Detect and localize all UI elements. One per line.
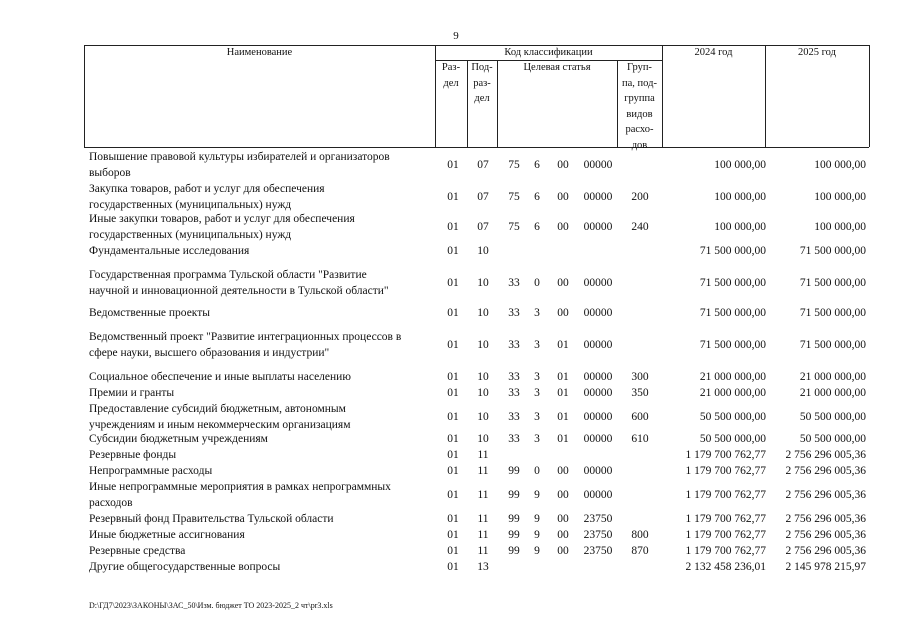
row-podrazdel: 11 [477,449,489,461]
row-razdel: 01 [447,221,459,233]
row-amount-2024: 100 000,00 [714,191,766,203]
row-target-direction: 00000 [583,277,613,289]
row-expense-group: 870 [631,545,649,557]
row-razdel: 01 [447,529,459,541]
row-amount-2025: 21 000 000,00 [799,371,866,383]
row-amount-2024: 71 500 000,00 [699,339,766,351]
row-razdel: 01 [447,307,459,319]
table-row [0,432,905,447]
row-podrazdel: 11 [477,529,489,541]
row-amount-2025: 100 000,00 [814,159,866,171]
row-target-direction: 00000 [583,489,613,501]
row-target-subprogram: 6 [534,159,540,171]
row-target-event: 00 [557,159,569,171]
row-target-event: 01 [557,411,569,423]
row-razdel: 01 [447,277,459,289]
row-target-subprogram: 9 [534,529,540,541]
row-target-direction: 23750 [583,529,613,541]
table-row [0,528,905,543]
table-row [0,386,905,401]
row-amount-2024: 50 500 000,00 [699,433,766,445]
table-row [0,244,905,259]
row-target-subprogram: 3 [534,411,540,423]
header-podrazdel: Под- раз- дел [471,62,493,104]
row-amount-2024: 71 500 000,00 [699,245,766,257]
row-target-event: 01 [557,371,569,383]
row-amount-2025: 100 000,00 [814,191,866,203]
row-podrazdel: 13 [477,561,489,573]
row-podrazdel: 10 [477,371,489,383]
row-target-event: 01 [557,433,569,445]
row-target-program: 75 [508,159,520,171]
row-name: Непрограммные расходы [89,465,213,477]
row-amount-2024: 1 179 700 762,77 [685,449,766,461]
row-razdel: 01 [447,159,459,171]
row-expense-group: 800 [631,529,649,541]
row-target-program: 99 [508,513,520,525]
row-name: Резервные средства [89,545,186,557]
row-amount-2024: 50 500 000,00 [699,411,766,423]
table-row [0,306,905,321]
row-name: Иные закупки товаров, работ и услуг для обеспечения государственных (муниципальных) нужд [89,213,355,241]
table-row [0,544,905,559]
row-expense-group: 200 [631,191,649,203]
row-target-subprogram: 0 [534,465,540,477]
row-name: Государственная программа Тульской области "Развитие научной и инновационной деятельности в Тульской области" [89,269,389,297]
row-amount-2025: 2 756 296 005,36 [785,489,866,501]
row-target-event: 00 [557,191,569,203]
row-name: Ведомственные проекты [89,307,210,319]
table-row [0,268,905,299]
table-row [0,182,905,213]
row-amount-2024: 2 132 458 236,01 [685,561,766,573]
row-amount-2025: 50 500 000,00 [799,411,866,423]
row-razdel: 01 [447,191,459,203]
row-target-event: 00 [557,221,569,233]
row-podrazdel: 11 [477,513,489,525]
table-row [0,480,905,511]
row-name: Иные бюджетные ассигнования [89,529,245,541]
row-podrazdel: 10 [477,339,489,351]
row-expense-group: 300 [631,371,649,383]
row-target-subprogram: 3 [534,387,540,399]
row-target-subprogram: 6 [534,191,540,203]
row-podrazdel: 10 [477,433,489,445]
table-row [0,512,905,527]
row-amount-2024: 1 179 700 762,77 [685,489,766,501]
row-amount-2024: 71 500 000,00 [699,307,766,319]
row-name: Социальное обеспечение и иные выплаты населению [89,371,351,383]
row-target-program: 33 [508,433,520,445]
row-target-event: 00 [557,277,569,289]
table-row [0,448,905,463]
header-2025: 2025 год [798,47,836,58]
row-target-program: 99 [508,489,520,501]
row-target-direction: 00000 [583,191,613,203]
row-razdel: 01 [447,411,459,423]
row-amount-2024: 1 179 700 762,77 [685,465,766,477]
header-group: Груп- па, под- группа видов расхо- дов [622,62,657,151]
header-razdel: Раз- дел [441,62,461,89]
row-razdel: 01 [447,245,459,257]
row-podrazdel: 07 [477,159,489,171]
row-razdel: 01 [447,449,459,461]
row-target-program: 99 [508,545,520,557]
row-target-direction: 00000 [583,159,613,171]
row-razdel: 01 [447,489,459,501]
row-podrazdel: 11 [477,489,489,501]
row-amount-2024: 71 500 000,00 [699,277,766,289]
row-amount-2025: 2 756 296 005,36 [785,529,866,541]
row-target-event: 00 [557,489,569,501]
row-name: Закупка товаров, работ и услуг для обеспечения государственных (муниципальных) нужд [89,183,325,211]
row-target-program: 33 [508,411,520,423]
row-amount-2025: 2 756 296 005,36 [785,465,866,477]
table-row [0,150,905,181]
row-target-event: 00 [557,545,569,557]
row-target-direction: 00000 [583,433,613,445]
table-row [0,560,905,575]
table-row [0,330,905,361]
row-razdel: 01 [447,433,459,445]
row-razdel: 01 [447,371,459,383]
row-podrazdel: 07 [477,191,489,203]
row-amount-2025: 2 756 296 005,36 [785,545,866,557]
row-target-subprogram: 9 [534,513,540,525]
row-name: Повышение правовой культуры избирателей и организаторов выборов [89,151,390,179]
header-target: Целевая статья [523,62,591,73]
row-target-program: 33 [508,339,520,351]
row-target-event: 01 [557,339,569,351]
row-amount-2024: 21 000 000,00 [699,387,766,399]
row-podrazdel: 07 [477,221,489,233]
row-target-event: 00 [557,529,569,541]
row-amount-2025: 21 000 000,00 [799,387,866,399]
header-name: Наименование [226,47,293,58]
row-target-direction: 00000 [583,465,613,477]
row-target-direction: 00000 [583,307,613,319]
row-target-subprogram: 6 [534,221,540,233]
row-name: Фундаментальные исследования [89,245,250,257]
row-amount-2024: 1 179 700 762,77 [685,545,766,557]
row-target-direction: 23750 [583,545,613,557]
row-amount-2025: 50 500 000,00 [799,433,866,445]
row-target-subprogram: 3 [534,339,540,351]
table-row [0,402,905,433]
row-name: Иные непрограммные мероприятия в рамках непрограммных расходов [89,481,391,509]
row-amount-2025: 2 756 296 005,36 [785,513,866,525]
table-row [0,370,905,385]
row-razdel: 01 [447,545,459,557]
row-podrazdel: 11 [477,465,489,477]
row-target-program: 75 [508,191,520,203]
row-target-direction: 00000 [583,371,613,383]
row-amount-2024: 1 179 700 762,77 [685,529,766,541]
row-target-subprogram: 3 [534,433,540,445]
row-razdel: 01 [447,339,459,351]
row-razdel: 01 [447,561,459,573]
row-amount-2025: 2 145 978 215,97 [785,561,866,573]
row-name: Субсидии бюджетным учреждениям [89,433,268,445]
row-amount-2024: 100 000,00 [714,221,766,233]
row-podrazdel: 10 [477,387,489,399]
row-target-event: 01 [557,387,569,399]
row-target-program: 99 [508,529,520,541]
row-target-subprogram: 9 [534,545,540,557]
row-expense-group: 350 [631,387,649,399]
row-target-subprogram: 3 [534,307,540,319]
row-name: Другие общегосударственные вопросы [89,561,281,573]
row-target-direction: 23750 [583,513,613,525]
row-amount-2025: 71 500 000,00 [799,339,866,351]
row-razdel: 01 [447,465,459,477]
row-expense-group: 610 [631,433,649,445]
row-podrazdel: 10 [477,245,489,257]
row-target-direction: 00000 [583,387,613,399]
row-podrazdel: 11 [477,545,489,557]
row-name: Премии и гранты [89,387,175,399]
row-target-event: 00 [557,513,569,525]
table-row [0,464,905,479]
row-amount-2024: 21 000 000,00 [699,371,766,383]
row-target-direction: 00000 [583,221,613,233]
row-target-program: 33 [508,371,520,383]
row-target-program: 75 [508,221,520,233]
row-target-program: 33 [508,277,520,289]
header-2024: 2024 год [694,47,733,58]
row-target-program: 33 [508,387,520,399]
row-target-subprogram: 3 [534,371,540,383]
row-target-event: 00 [557,465,569,477]
row-target-direction: 00000 [583,411,613,423]
row-razdel: 01 [447,513,459,525]
row-podrazdel: 10 [477,307,489,319]
row-target-direction: 00000 [583,339,613,351]
row-expense-group: 240 [631,221,649,233]
row-expense-group: 600 [631,411,649,423]
row-target-program: 99 [508,465,520,477]
row-amount-2024: 1 179 700 762,77 [685,513,766,525]
header-code: Код классификации [504,47,593,58]
row-target-subprogram: 9 [534,489,540,501]
row-name: Резервные фонды [89,449,177,461]
row-amount-2025: 71 500 000,00 [799,307,866,319]
row-name: Ведомственный проект "Развитие интеграционных процессов в сфере науки, высшего образования и индустрии" [89,331,402,359]
row-name: Резервный фонд Правительства Тульской области [89,513,334,525]
row-razdel: 01 [447,387,459,399]
row-podrazdel: 10 [477,411,489,423]
row-target-subprogram: 0 [534,277,540,289]
row-amount-2025: 2 756 296 005,36 [785,449,866,461]
page-number: 9 [453,30,459,42]
row-podrazdel: 10 [477,277,489,289]
row-target-program: 33 [508,307,520,319]
row-amount-2025: 71 500 000,00 [799,277,866,289]
row-name: Предоставление субсидий бюджетным, автономным учреждениям и иным некоммерческим организациям [89,403,351,431]
footer-file-path: D:\ГД7\2023\ЗАКОНЫ\ЗАС_50\Изм. бюджет ТО 2023-2025_2 чт\pr3.xls [89,601,333,610]
row-amount-2025: 71 500 000,00 [799,245,866,257]
row-target-event: 00 [557,307,569,319]
row-amount-2024: 100 000,00 [714,159,766,171]
table-row [0,212,905,243]
row-amount-2025: 100 000,00 [814,221,866,233]
